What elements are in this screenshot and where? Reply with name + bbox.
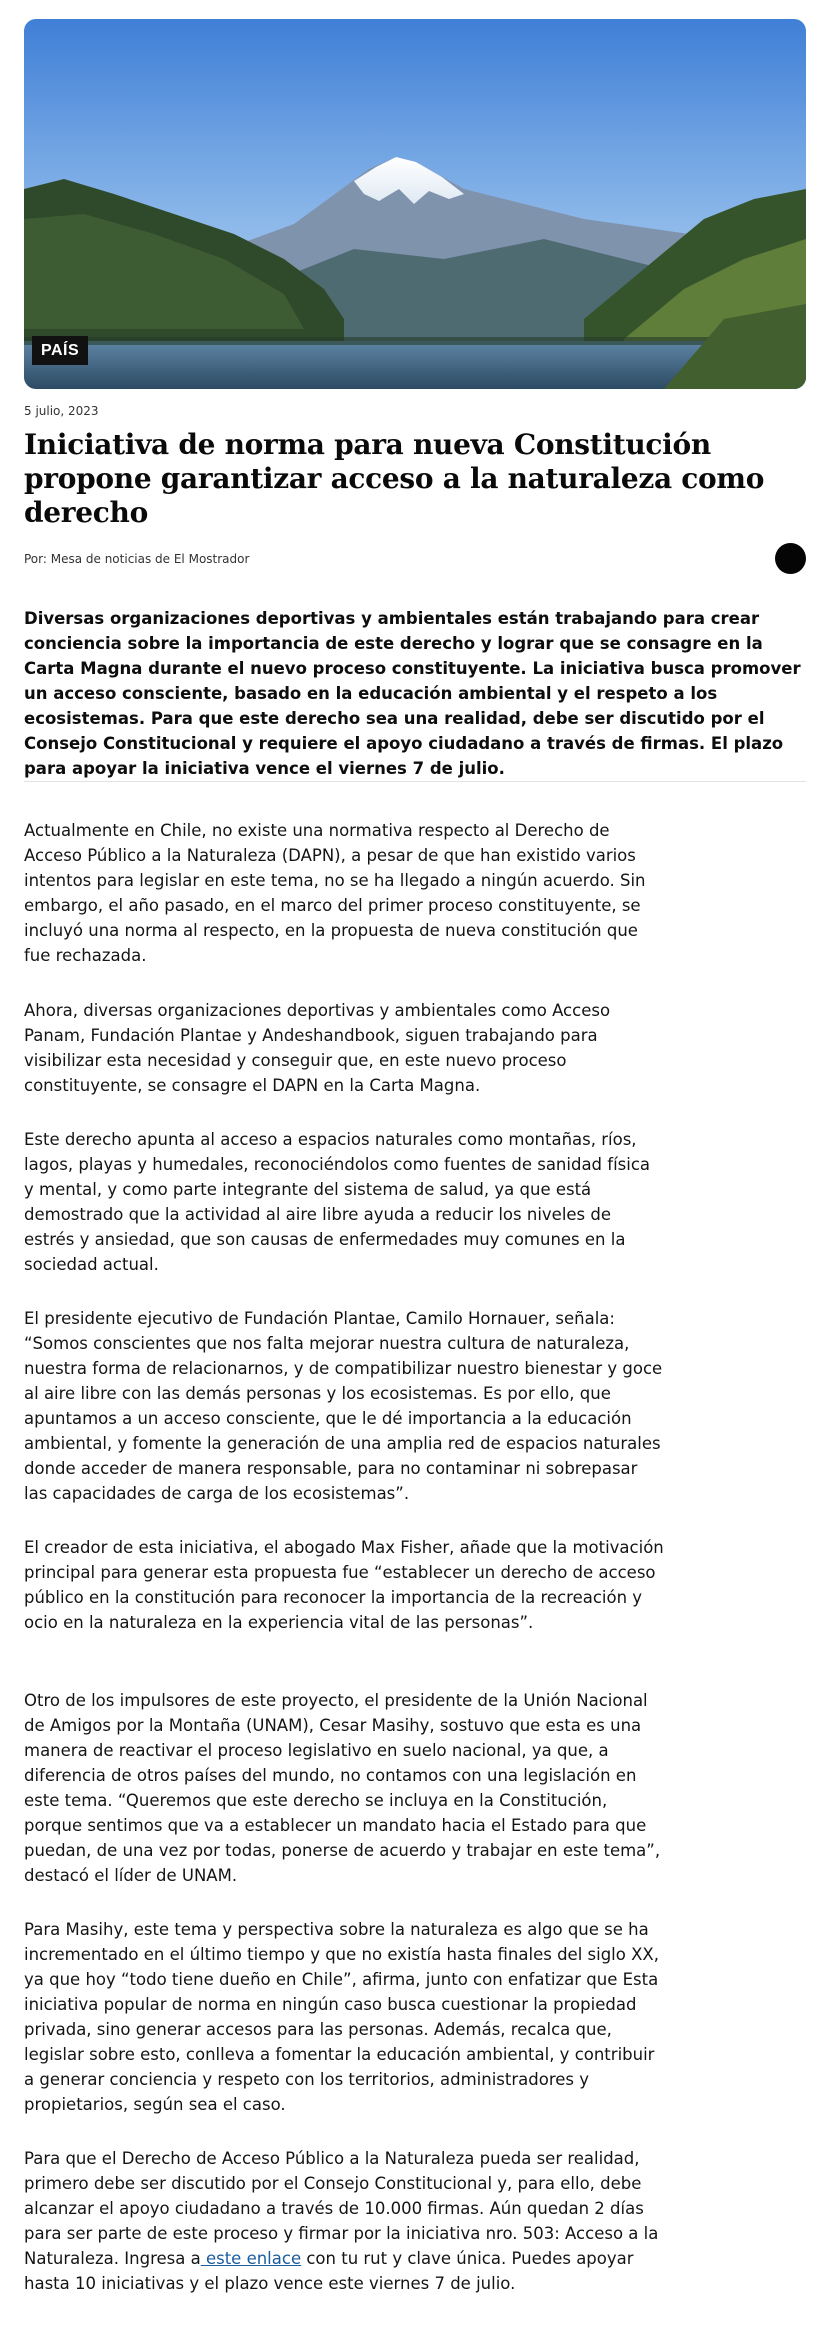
publish-date: 5 julio, 2023: [24, 404, 99, 418]
body-paragraph: Este derecho apunta al acceso a espacios naturales como montañas, ríos, lagos, playas y humedales, reconociéndolos como fuentes de sanidad física y mental, y como parte integrante del sistema de salud, ya que está demostrado que la actividad al aire libre ayuda a reducir los niveles de estrés y ansiedad, que son causas de enfermedades muy comunes en la sociedad actual.: [24, 1130, 651, 1274]
article-title: Iniciativa de norma para nueva Constitución propone garantizar acceso a la naturaleza como derecho: [24, 428, 765, 529]
divider: [24, 781, 806, 782]
article-lead: Diversas organizaciones deportivas y ambientales están trabajando para crear conciencia sobre la importancia de este derecho y lograr que se consagre en la Carta Magna durante el nuevo proceso constituyente. La iniciativa busca promover un acceso consciente, basado en la educación ambiental y el respeto a los ecosistemas. Para que este derecho sea una realidad, debe ser discutido por el Consejo Constitucional y requiere el apoyo ciudadano a través de firmas. El plazo para apoyar la iniciativa vence el viernes 7 de julio.: [24, 609, 801, 778]
paragraph-text: Para que el Derecho de Acceso Público a la Naturaleza pueda ser realidad, primero debe ser discutido por el Consejo Constitucional y, para ello, debe alcanzar el apoyo ciudadano a través de 10.000 firmas. Aún quedan 2 días para ser parte de este proceso y firmar por la iniciativa nro. 503: Acceso a la Naturaleza. Ingresa a: [24, 2149, 659, 2268]
body-paragraph: El presidente ejecutivo de Fundación Plantae, Camilo Hornauer, señala: “Somos conscientes que nos falta mejorar nuestra cultura de naturaleza, nuestra forma de relacionarnos, y de compatibilizar nuestro bienestar y goce al aire libre con las demás personas y los ecosistemas. Es por ello, que apuntamos a un acceso consciente, que le dé importancia a la educación ambiental, y fomente la generación de una amplia red de espacios naturales donde acceder de manera responsable, para no contaminar ni sobrepasar las capacidades de carga de los ecosistemas”.: [24, 1309, 663, 1503]
paragraph-text: con tu rut y clave única. Puedes apoyar hasta 10 iniciativas y el plazo vence este viernes 7 de julio.: [24, 2249, 634, 2293]
category-badge[interactable]: PAÍS: [32, 336, 88, 365]
body-paragraph: El creador de esta iniciativa, el abogado Max Fisher, añade que la motivación principal para generar esta propuesta fue “establecer un derecho de acceso público en la constitución para reconocer la importancia de la recreación y ocio en la naturaleza en la experiencia vital de las personas”.: [24, 1538, 664, 1632]
hero-image: [24, 19, 806, 389]
body-paragraph: Ahora, diversas organizaciones deportivas y ambientales como Acceso Panam, Fundación Plantae y Andeshandbook, siguen trabajando para visibilizar esta necesidad y conseguir que, en este nuevo proceso constituyente, se consagre el DAPN en la Carta Magna.: [24, 1001, 611, 1095]
body-paragraph: Para Masihy, este tema y perspectiva sobre la naturaleza es algo que se ha incrementado en el último tiempo y que no existía hasta finales del siglo XX, ya que hoy “todo tiene dueño en Chile”, afirma, junto con enfatizar que Esta iniciativa popular de norma en ningún caso busca cuestionar la propiedad privada, sino generar accesos para las personas. Además, recalca que, legislar sobre esto, conlleva a fomentar la educación ambiental, y contribuir a generar conciencia y respeto con los territorios, administradores y propietarios, según sea el caso.: [24, 1920, 659, 2114]
signature-link[interactable]: este enlace: [200, 2249, 302, 2268]
body-paragraph: Otro de los impulsores de este proyecto, el presidente de la Unión Nacional de Amigos por la Montaña (UNAM), Cesar Masihy, sostuvo que esta es una manera de reactivar el proceso legislativo en suelo nacional, ya que, a diferencia de otros países del mundo, no contamos con una legislación en este tema. “Queremos que este derecho se incluya en la Constitución, porque sentimos que va a establecer un mandato hacia el Estado para que puedan, de una vez por todas, ponerse de acuerdo y trabajar en este tema”, destacó el líder de UNAM.: [24, 1691, 661, 1885]
volcano-lake-landscape-icon: [24, 19, 806, 389]
body-paragraph-final: [24, 2146, 664, 2296]
body-paragraph: Actualmente en Chile, no existe una normativa respecto al Derecho de Acceso Público a la Naturaleza (DAPN), a pesar de que han existido varios intentos para legislar en este tema, no se ha llegado a ningún acuerdo. Sin embargo, el año pasado, en el marco del primer proceso constituyente, se incluyó una norma al respecto, en la propuesta de nueva constitución que fue rechazada.: [24, 821, 646, 965]
share-button[interactable]: [775, 543, 806, 574]
article-author[interactable]: Por: Mesa de noticias de El Mostrador: [24, 552, 250, 566]
